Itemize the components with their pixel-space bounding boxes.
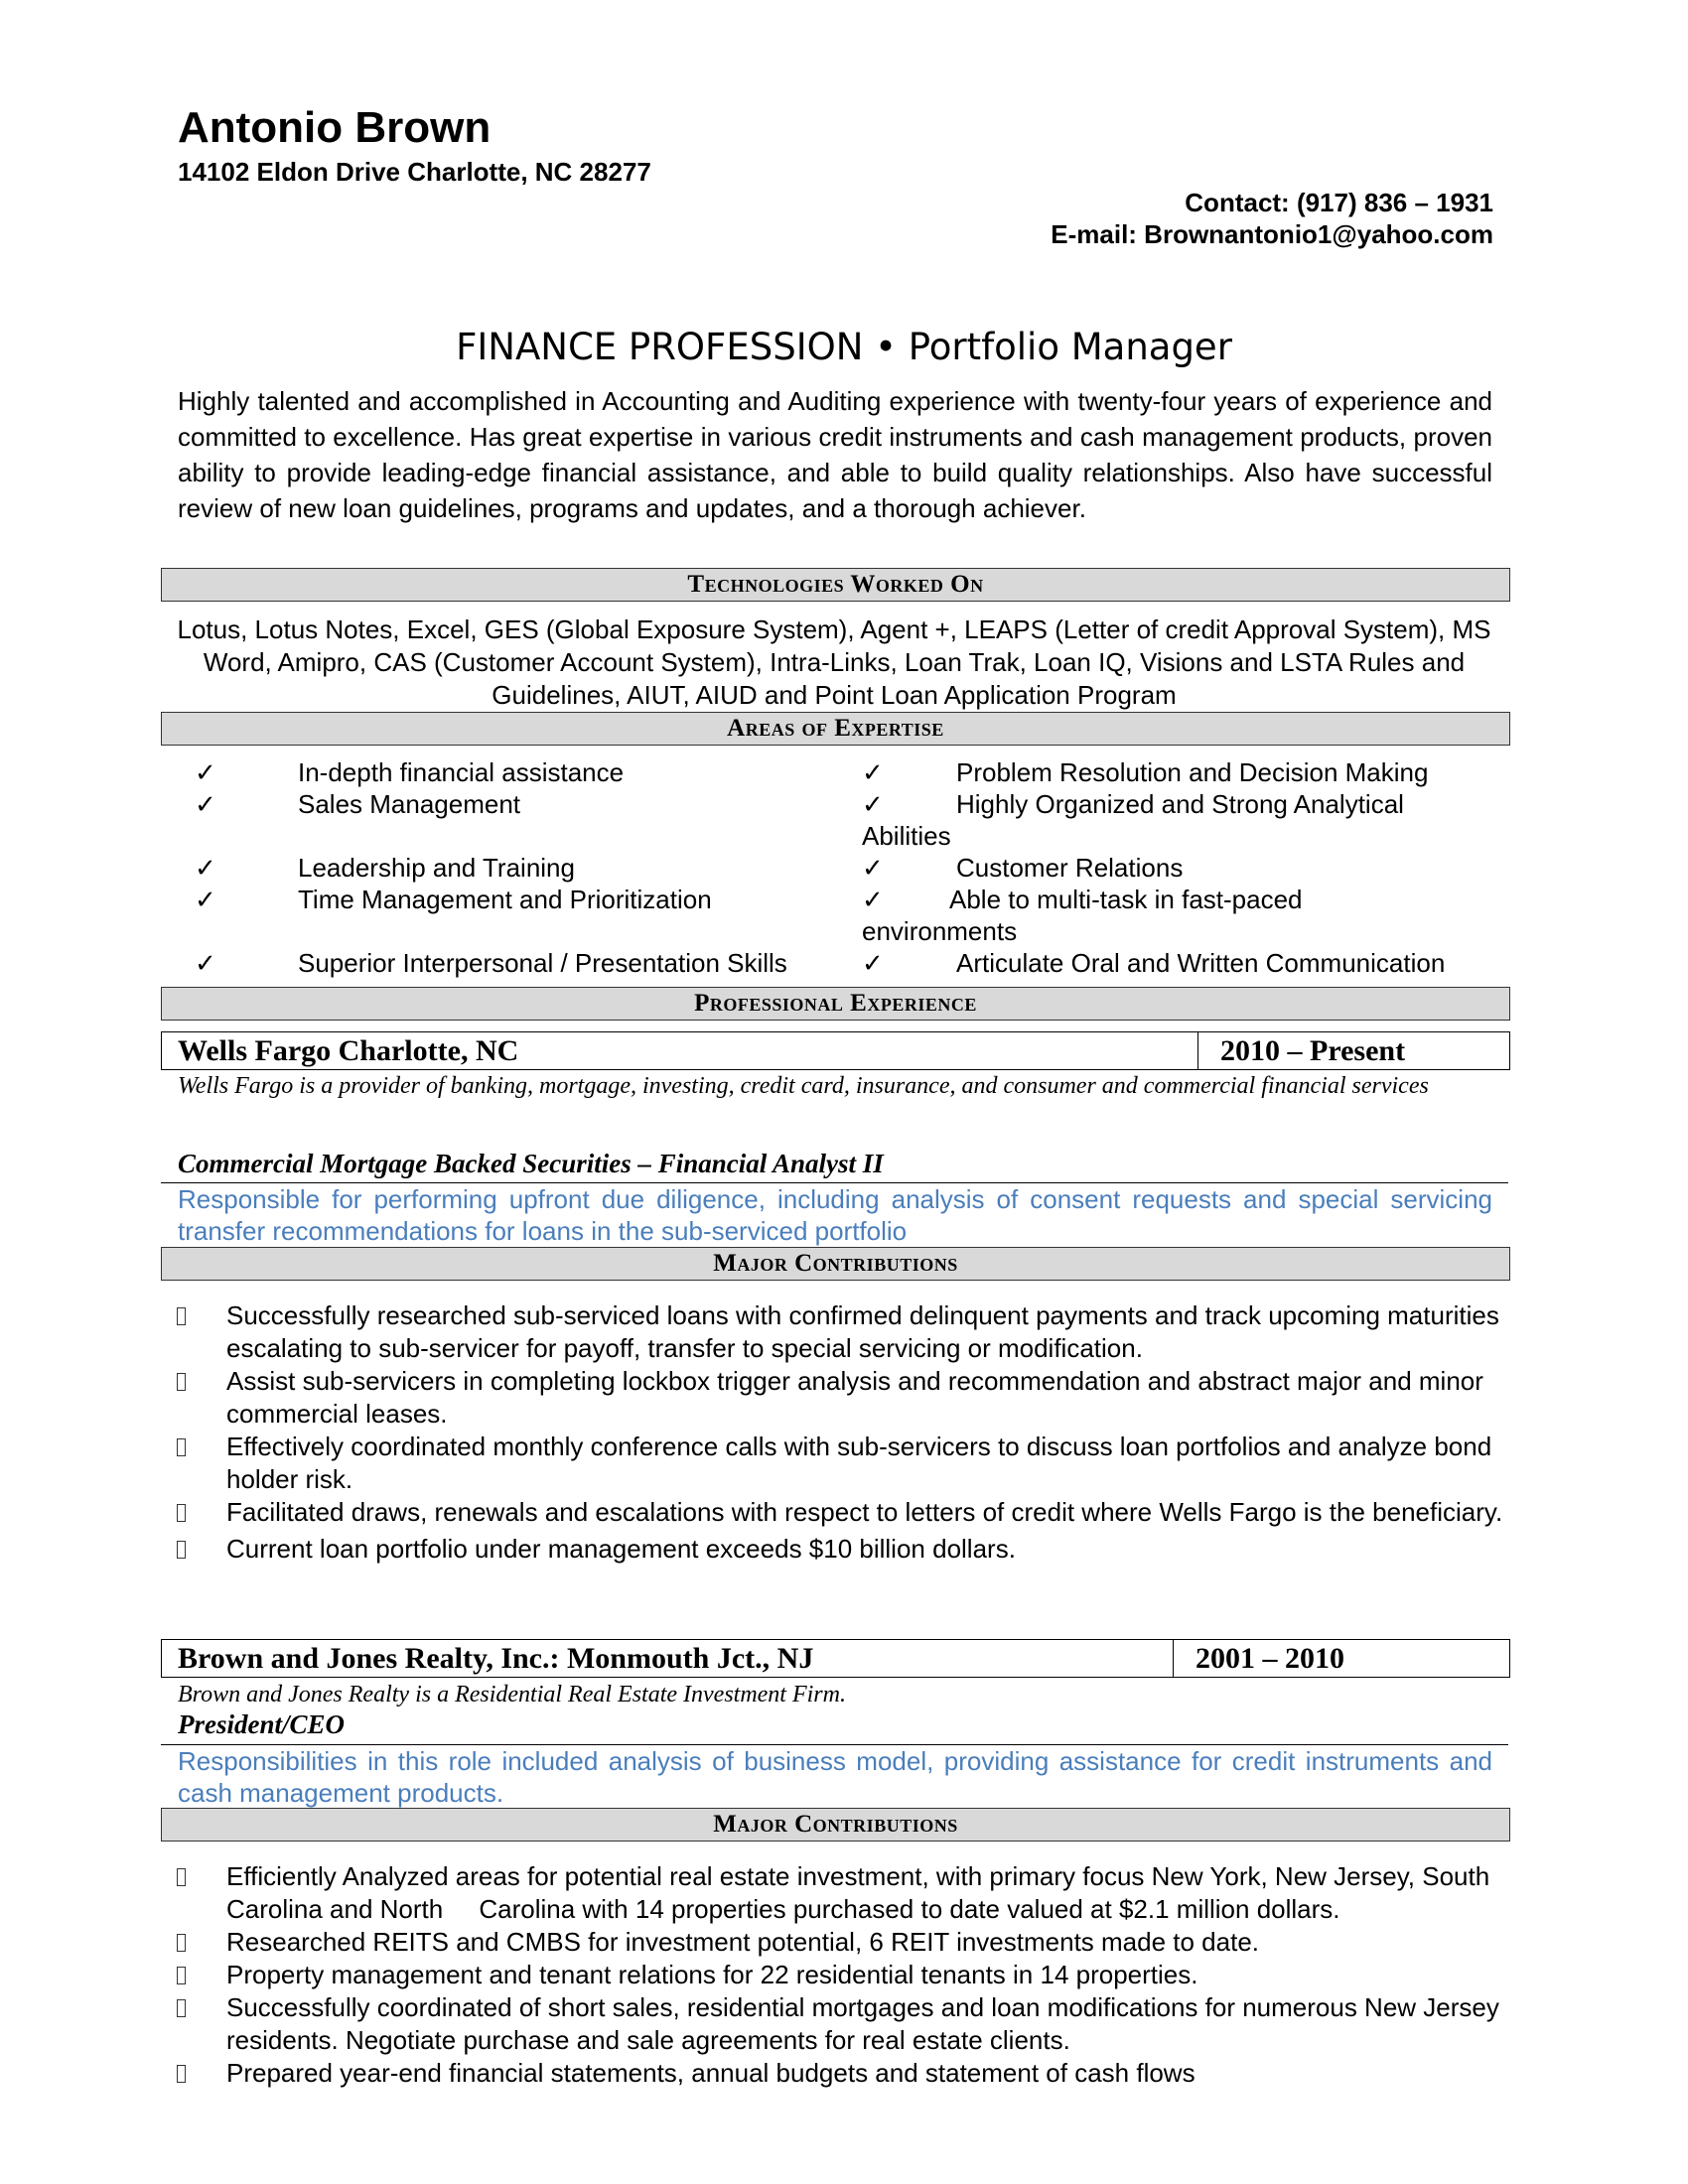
company-name: Brown and Jones Realty, Inc.: Monmouth Jct., NJ [178,1642,814,1675]
check-icon: ✓ [862,853,884,883]
list-item: Assist sub-servicers in completing lockbox trigger analysis and recommendation and abstract major and minor commercial leases. [177,1365,1507,1431]
list-item: Facilitated draws, renewals and escalations with respect to letters of credit where Wells Fargo is the beneficiary. [177,1496,1507,1529]
list-item: Researched REITS and CMBS for investment potential, 6 REIT investments made to date. [177,1926,1507,1959]
company-name: Wells Fargo Charlotte, NC [178,1034,519,1067]
expertise-item: ✓ In-depth financial assistance [195,757,625,787]
bullet-icon [177,1438,186,1456]
job-header [161,1031,1510,1070]
check-icon: ✓ [195,948,216,978]
check-icon: ✓ [862,789,884,819]
bullet-icon [177,1868,186,1886]
contributions-heading: Major Contributions [161,1247,1510,1281]
contributions-list [177,1299,1507,1566]
contributions-heading: Major Contributions [161,1808,1510,1842]
list-item: Successfully researched sub-serviced loans with confirmed delinquent payments and track upcoming maturities escalating to sub-servicer for payoff, transfer to special servicing or modification. [177,1299,1507,1365]
job-header [161,1639,1510,1678]
email[interactable]: E-mail: Brownantonio1@yahoo.com [1051,219,1493,249]
check-icon: ✓ [195,853,216,883]
job-dates: 2010 – Present [1197,1032,1405,1069]
expertise-list [195,756,1505,979]
expertise-item: ✓ Time Management and Prioritization [195,885,712,914]
bullet-icon [177,1999,186,2017]
expertise-item: ✓ Articulate Oral and Written Communication [862,948,1446,978]
technologies-text: Lotus, Lotus Notes, Excel, GES (Global Exposure System), Agent +, LEAPS (Letter of credit Approval System), MS Word, Amipro, CAS (Customer Account System), Intra-Links, Loan Trak, Loan IQ, Visions and LSTA Rules and Guidelines, AIUT, AIUD and Point Loan Application Program [177,614,1491,710]
expertise-item: ✓ Sales Management [195,789,521,819]
bullet-icon [177,1967,186,1984]
check-icon: ✓ [195,885,216,914]
job-dates: 2001 – 2010 [1173,1640,1344,1677]
expertise-item: ✓ Able to multi-task in fast-paced environments [862,885,1303,946]
bullet-icon [177,1541,186,1559]
list-item: Property management and tenant relations for 22 residential tenants in 14 properties. [177,1959,1507,1991]
expertise-item: ✓ Customer Relations [862,853,1184,883]
company-description: Wells Fargo is a provider of banking, mortgage, investing, credit card, insurance, and consumer and commercial financial services [178,1073,1429,1099]
list-item: Efficiently Analyzed areas for potential real estate investment, with primary focus New York, New Jersey, South Carolina and North Carolina with 14 properties purchased to date valued at $2.1 million dollars. [177,1860,1507,1926]
candidate-name: Antonio Brown [178,103,492,152]
expertise-item: ✓ Leadership and Training [195,853,575,883]
check-icon: ✓ [195,757,216,787]
job-role: Commercial Mortgage Backed Securities – Financial Analyst II [178,1149,884,1178]
company-description: Brown and Jones Realty is a Residential Real Estate Investment Firm. [178,1682,846,1707]
technologies-heading: Technologies Worked On [161,568,1510,602]
bullet-icon [177,1504,186,1522]
check-icon: ✓ [195,789,216,819]
expertise-item: ✓ Highly Organized and Strong Analytical Abilities [862,789,1404,851]
resume-title: FINANCE PROFESSION • Portfolio Manager [456,326,1232,368]
check-icon: ✓ [862,948,884,978]
job-role: President/CEO [178,1709,346,1739]
expertise-heading: Areas of Expertise [161,712,1510,746]
job-responsibility: Responsibilities in this role included analysis of business model, providing assistance for credit instruments and cash management products. [178,1746,1492,1808]
list-item: Prepared year-end financial statements, annual budgets and statement of cash flows [177,2057,1507,2090]
phone: Contact: (917) 836 – 1931 [1185,188,1493,217]
bullet-icon [177,1934,186,1952]
list-item: Effectively coordinated monthly conference calls with sub-servicers to discuss loan portfolios and analyze bond holder risk. [177,1431,1507,1496]
experience-heading: Professional Experience [161,987,1510,1021]
contributions-list [177,1860,1507,2090]
check-icon: ✓ [862,757,884,787]
list-item: Successfully coordinated of short sales, residential mortgages and loan modifications for numerous New Jersey residents. Negotiate purchase and sale agreements for real estate clients. [177,1991,1507,2057]
bullet-icon [177,2065,186,2083]
expertise-item: ✓ Superior Interpersonal / Presentation Skills [195,948,787,978]
summary: Highly talented and accomplished in Accounting and Auditing experience with twenty-four years of experience and committed to excellence. Has great expertise in various credit instruments and cash management products, proven ability to provide leading-edge financial assistance, and able to build quality relationships. Also have successful review of new loan guidelines, programs and updates, and a thorough achiever. [178,386,1492,523]
expertise-item: ✓ Problem Resolution and Decision Making [862,757,1429,787]
job-responsibility: Responsible for performing upfront due diligence, including analysis of consent requests and special servicing transfer recommendations for loans in the sub-serviced portfolio [178,1184,1492,1246]
bullet-icon [177,1373,186,1391]
address: 14102 Eldon Drive Charlotte, NC 28277 [178,157,651,187]
list-item: Current loan portfolio under management exceeds $10 billion dollars. [177,1533,1507,1566]
check-icon: ✓ [862,885,884,914]
bullet-icon [177,1307,186,1325]
contact-block [1051,187,1493,250]
